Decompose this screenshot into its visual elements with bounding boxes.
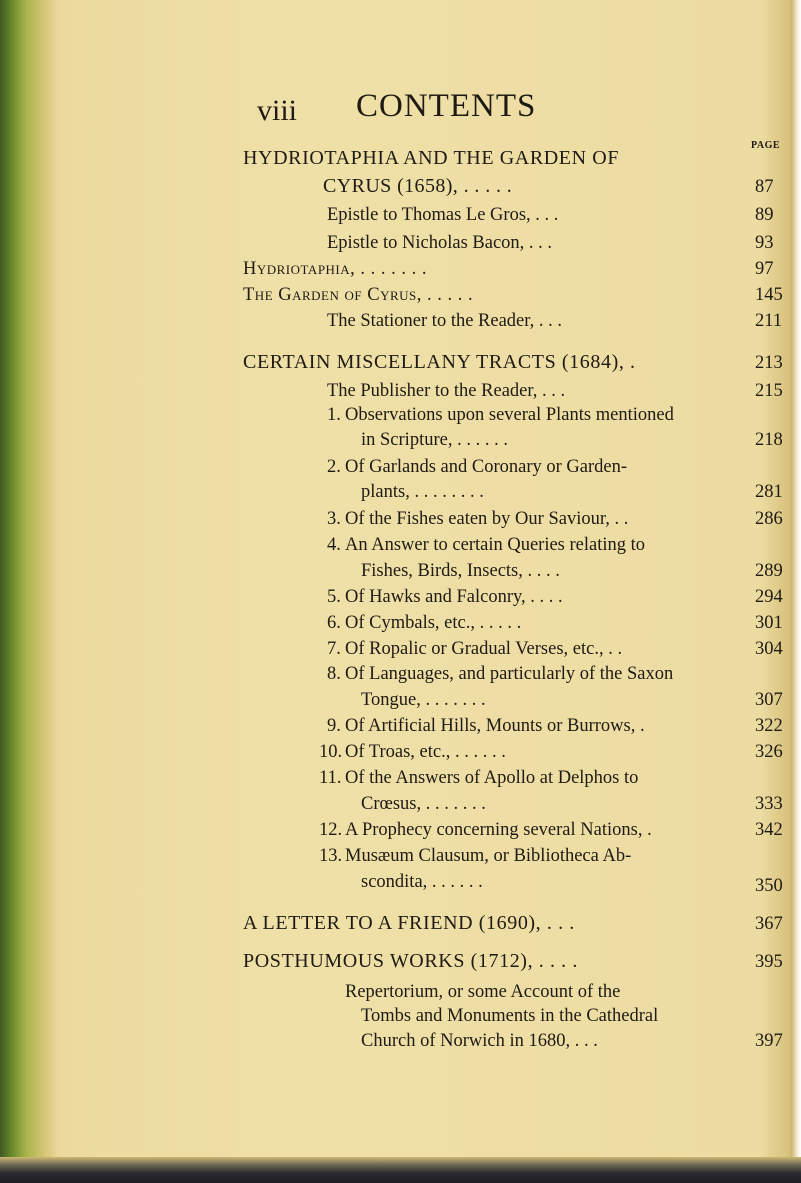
entry-ropalic-verses: Of Ropalic or Gradual Verses, etc., . . [345, 639, 623, 659]
page-number: 215 [755, 381, 783, 401]
entry-prophecy: A Prophecy concerning several Nations, . [345, 820, 652, 840]
page-folio: viii [257, 94, 298, 127]
section-heading-miscellany-tracts: CERTAIN MISCELLANY TRACTS (1684), . [243, 351, 636, 373]
page-number: 333 [755, 794, 783, 814]
entry-number: 12. [319, 820, 343, 840]
entry-number: 13. [319, 846, 343, 866]
page-number: 211 [755, 311, 783, 331]
entry-number: 7. [327, 639, 341, 659]
page-number: 367 [755, 914, 783, 934]
section-heading-letter: A LETTER TO A FRIEND (1690), . . . [243, 912, 575, 934]
entry-continuation: scondita, . . . . . . [361, 872, 483, 892]
page-column-label: PAGE [751, 140, 781, 151]
entry-garlands: Of Garlands and Coronary or Garden- [345, 457, 628, 477]
page-number: 322 [755, 716, 783, 736]
page-edge [791, 0, 801, 1183]
page-number: 93 [755, 233, 774, 253]
entry-hawks-falconry: Of Hawks and Falconry, . . . . [345, 587, 563, 607]
page-number: 304 [755, 639, 783, 659]
entry-publisher: The Publisher to the Reader, . . . [327, 381, 566, 401]
entry-number: 5. [327, 587, 341, 607]
entry-number: 4. [327, 535, 341, 555]
book-bottom-edge [0, 1157, 801, 1183]
entry-continuation: Church of Norwich in 1680, . . . [361, 1031, 598, 1051]
entry-number: 3. [327, 509, 341, 529]
entry-garden-of-cyrus: The Garden of Cyrus, . . . . . [243, 285, 474, 305]
section-heading-posthumous: POSTHUMOUS WORKS (1712), . . . . [243, 950, 578, 972]
entry-number: 6. [327, 613, 341, 633]
section-heading-cyrus: CYRUS (1658), . . . . . [323, 175, 513, 197]
entry-number: 9. [327, 716, 341, 736]
entry-hydriotaphia: Hydriotaphia, . . . . . . . [243, 259, 428, 279]
page-number: 301 [755, 613, 783, 633]
entry-number: 8. [327, 664, 341, 684]
entry-continuation: in Scripture, . . . . . . [361, 430, 508, 450]
entry-continuation: Tongue, . . . . . . . [361, 690, 486, 710]
page-number: 307 [755, 690, 783, 710]
entry-cymbals: Of Cymbals, etc., . . . . . [345, 613, 522, 633]
entry-answer-queries: An Answer to certain Queries relating to [345, 535, 646, 555]
page-number: 281 [755, 482, 783, 502]
page-number: 89 [755, 205, 774, 225]
entry-apollo-delphos: Of the Answers of Apollo at Delphos to [345, 768, 639, 788]
entry-stationer: The Stationer to the Reader, . . . [327, 311, 563, 331]
entry-artificial-hills: Of Artificial Hills, Mounts or Burrows, . [345, 716, 645, 736]
page-number: 342 [755, 820, 783, 840]
page-number: 97 [755, 259, 774, 279]
page-number: 145 [755, 285, 783, 305]
book-spine-shadow [0, 0, 58, 1183]
entry-number: 1. [327, 405, 341, 425]
entry-number: 2. [327, 457, 341, 477]
page-number: 397 [755, 1031, 783, 1051]
entry-troas: Of Troas, etc., . . . . . . [345, 742, 506, 762]
page-number: 87 [755, 177, 774, 197]
page-number: 350 [755, 876, 783, 896]
page-number: 218 [755, 430, 783, 450]
entry-number: 10. [319, 742, 343, 762]
page-number: 294 [755, 587, 783, 607]
page-number: 326 [755, 742, 783, 762]
entry-languages: Of Languages, and particularly of the Saxon [345, 664, 674, 684]
entry-continuation: Tombs and Monuments in the Cathedral [361, 1006, 659, 1026]
entry-plants-scripture: Observations upon several Plants mentioned [345, 405, 674, 425]
page-number: 286 [755, 509, 783, 529]
page-number: 213 [755, 353, 783, 373]
entry-continuation: Crœsus, . . . . . . . [361, 794, 486, 814]
page-number: 395 [755, 952, 783, 972]
page-title: CONTENTS [356, 88, 537, 124]
page-number: 289 [755, 561, 783, 581]
entry-continuation: Fishes, Birds, Insects, . . . . [361, 561, 560, 581]
entry-continuation: plants, . . . . . . . . [361, 482, 484, 502]
section-heading-hydriotaphia: HYDRIOTAPHIA AND THE GARDEN OF [243, 147, 620, 169]
page-header [0, 88, 801, 128]
entry-number: 11. [319, 768, 342, 788]
entry-fishes-saviour: Of the Fishes eaten by Our Saviour, . . [345, 509, 629, 529]
entry-repertorium: Repertorium, or some Account of the [345, 982, 621, 1002]
entry-epistle-bacon: Epistle to Nicholas Bacon, . . . [327, 233, 553, 253]
entry-epistle-le-gros: Epistle to Thomas Le Gros, . . . [327, 205, 559, 225]
entry-musaeum-clausum: Musæum Clausum, or Bibliotheca Ab- [345, 846, 632, 866]
